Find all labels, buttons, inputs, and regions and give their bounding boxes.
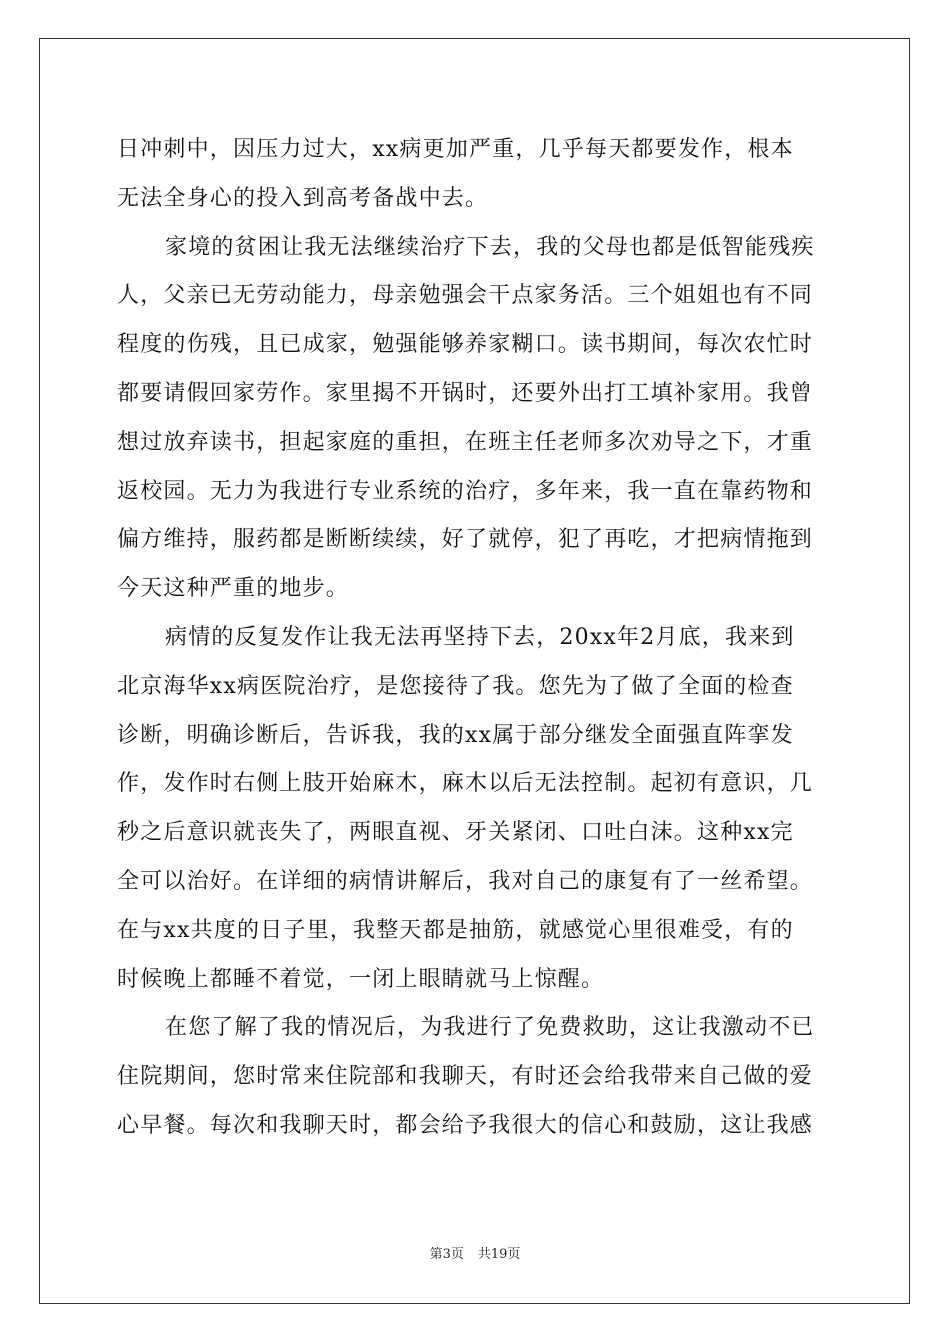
text-line: 住院期间，您时常来住院部和我聊天，有时还会给我带来自己做的爱 (117, 1064, 814, 1090)
page-total: 共19页 (477, 1247, 521, 1262)
text-line: 程度的伤残，且已成家，勉强能够养家糊口。读书期间，每次农忙时 (117, 332, 814, 358)
text-line: 在与xx共度的日子里，我整天都是抽筋，就感觉心里很难受，有的 (117, 917, 794, 943)
text-line: 都要请假回家劳作。家里揭不开锅时，还要外出打工填补家用。我曾 (117, 380, 814, 406)
text-line: 返校园。无力为我进行专业系统的治疗，多年来，我一直在靠药物和 (117, 478, 814, 504)
text-line: 病情的反复发作让我无法再坚持下去，20xx年2月底，我来到 (165, 624, 795, 650)
document-body (117, 126, 837, 1151)
text-line: 心早餐。每次和我聊天时，都会给予我很大的信心和鼓励，这让我感 (117, 1112, 814, 1138)
text-line: 诊断，明确诊断后，告诉我，我的xx属于部分继发全面强直阵挛发 (117, 722, 794, 748)
text-line: 在您了解了我的情况后，为我进行了免费救助，这让我激动不已 (165, 1015, 815, 1041)
text-line: 想过放弃读书，担起家庭的重担，在班主任老师多次劝导之下，才重 (117, 429, 814, 455)
page-number: 第3页 (429, 1247, 464, 1262)
text-line: 时候晚上都睡不着觉，一闭上眼睛就马上惊醒。 (117, 966, 605, 992)
text-line: 日冲刺中，因压力过大，xx病更加严重，几乎每天都要发作，根本 (117, 137, 794, 162)
text-line: 作，发作时右侧上肢开始麻木，麻木以后无法控制。起初有意识，几 (117, 771, 814, 797)
text-line: 人，父亲已无劳动能力，母亲勉强会干点家务活。三个姐姐也有不同 (117, 283, 814, 309)
text-line: 无法全身心的投入到高考备战中去。 (117, 185, 489, 211)
text-line: 今天这种严重的地步。 (117, 576, 350, 602)
text-line: 全可以治好。在详细的病情讲解后，我对自己的康复有了一丝希望。 (117, 868, 814, 894)
text-line: 偏方维持，服药都是断断续续，好了就停，犯了再吃，才把病情拖到 (117, 527, 814, 553)
page-footer (0, 1246, 950, 1264)
text-line: 家境的贫困让我无法继续治疗下去，我的父母也都是低智能残疾 (165, 234, 815, 260)
text-line: 秒之后意识就丧失了，两眼直视、牙关紧闭、口吐白沫。这种xx完 (117, 820, 794, 846)
text-line: 北京海华xx病医院治疗，是您接待了我。您先为了做了全面的检查 (117, 673, 794, 699)
